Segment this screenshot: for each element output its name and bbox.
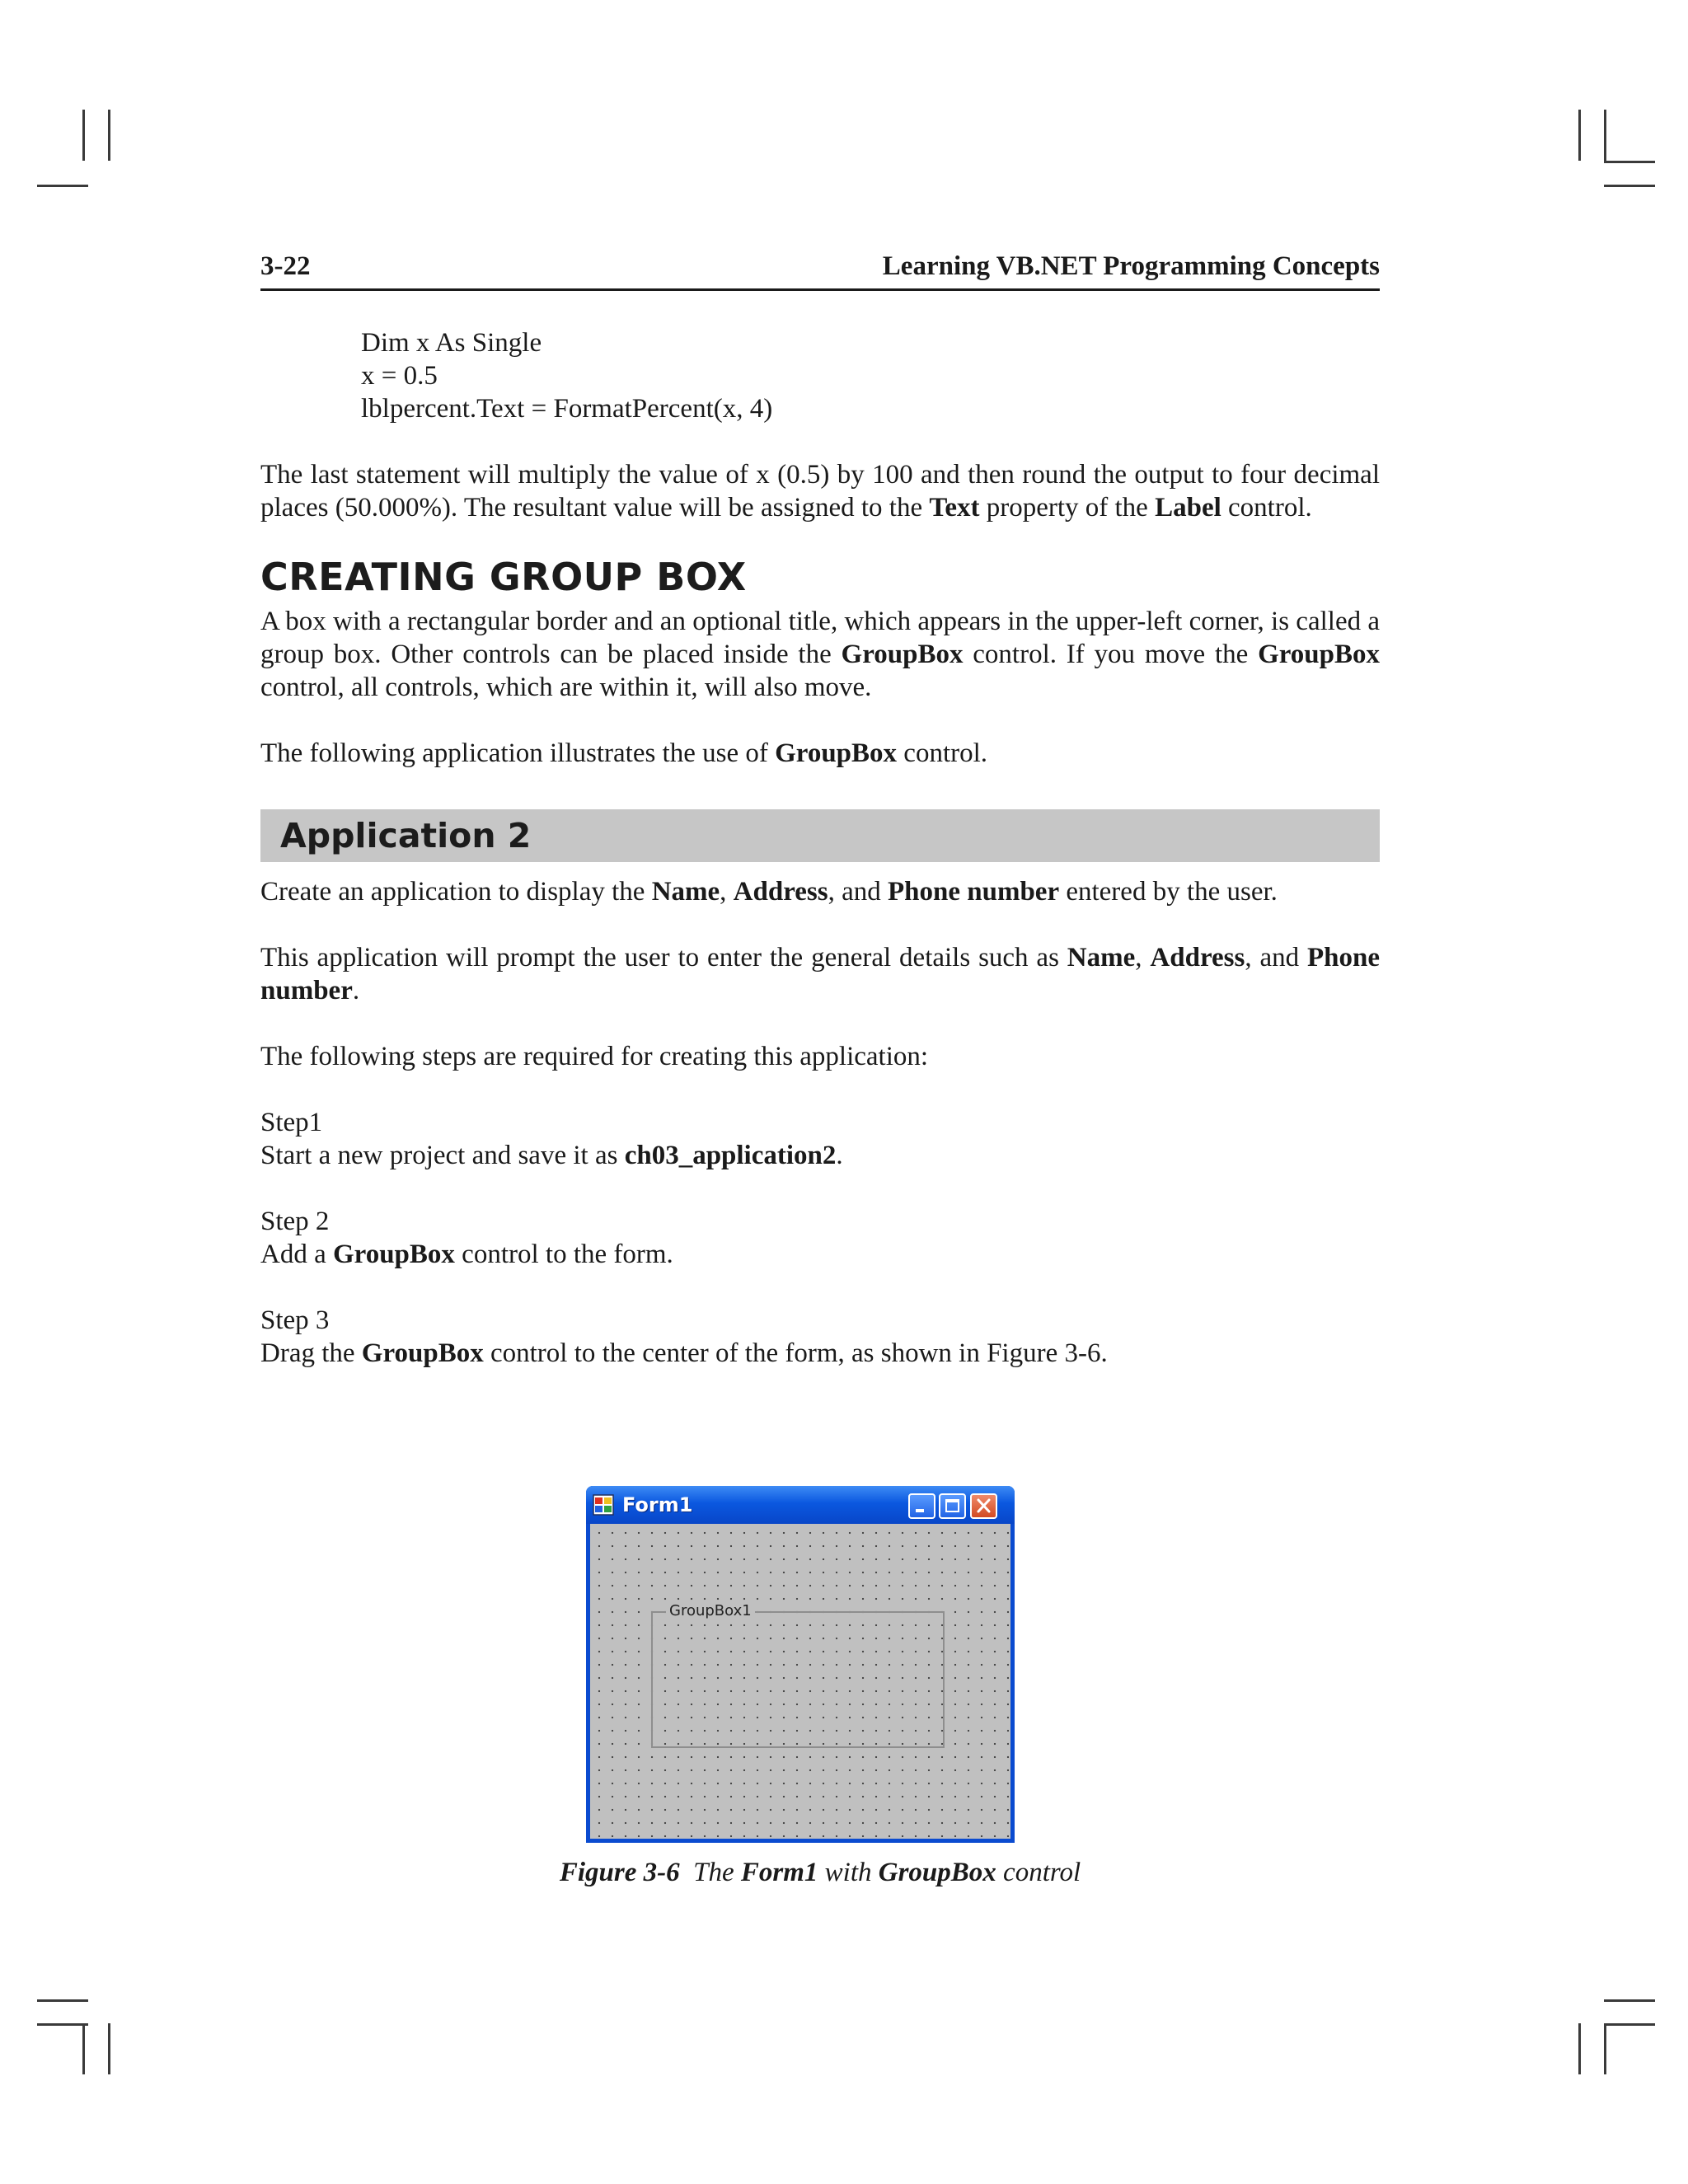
form1-window	[586, 1486, 1015, 1843]
crop-mark	[37, 185, 88, 187]
bold-run: Name	[1067, 943, 1136, 972]
bold-run: GroupBox	[841, 640, 964, 669]
text-run: control	[996, 1858, 1081, 1887]
crop-mark	[37, 2023, 88, 2026]
bold-run: Name	[651, 877, 720, 907]
crop-mark	[82, 110, 85, 161]
code-line: Dim x As Single	[361, 328, 542, 358]
bold-run: GroupBox	[775, 738, 898, 768]
text-run: with	[818, 1858, 879, 1887]
text-run: property of the	[979, 493, 1156, 523]
groupbox-label: GroupBox1	[666, 1601, 755, 1621]
crop-mark	[82, 2023, 85, 2074]
groupbox-control[interactable]	[651, 1602, 945, 1748]
paragraph-formatpercent	[260, 458, 1380, 524]
text-run: ,	[1135, 943, 1151, 972]
step-title: Step 3	[260, 1305, 330, 1335]
text-run: , and	[1245, 943, 1307, 972]
bold-run: Address	[1150, 943, 1245, 972]
figure-caption	[260, 1856, 1380, 1889]
text-run: Start a new project and save it as	[260, 1141, 625, 1170]
text-run: , and	[828, 877, 888, 907]
text-run: control to the form.	[454, 1240, 673, 1269]
crop-mark	[1604, 2023, 1655, 2026]
crop-mark	[1604, 2023, 1606, 2074]
bold-run: ch03_application2	[624, 1141, 837, 1170]
bold-run: Address	[733, 877, 828, 907]
crop-mark	[108, 110, 110, 161]
bold-run: Phone number	[887, 877, 1060, 907]
running-header	[260, 246, 1380, 291]
crop-mark	[108, 2023, 110, 2074]
code-line: lblpercent.Text = FormatPercent(x, 4)	[361, 394, 773, 424]
text-run: entered by the user.	[1059, 877, 1278, 907]
bold-run: GroupBox	[1258, 640, 1380, 669]
crop-mark	[1578, 2023, 1581, 2074]
bold-run: Form1	[740, 1858, 818, 1887]
step-text	[260, 1139, 1380, 1172]
step-text	[260, 1337, 1380, 1370]
close-button[interactable]	[970, 1493, 997, 1519]
bold-run: Text	[929, 493, 980, 523]
text-run: The last statement will multiply the value of x (0.5) by 100 and then round the output to four decimal places (50.000%). The resultant value will be assigned to the	[260, 460, 1380, 523]
window-titlebar[interactable]	[586, 1486, 1015, 1524]
crop-mark	[1604, 185, 1655, 187]
form-client-area[interactable]	[590, 1524, 1010, 1839]
crop-mark	[37, 1999, 88, 2002]
text-run: This application will prompt the user to enter the general details such as	[260, 943, 1067, 972]
paragraph-groupbox-definition	[260, 605, 1380, 704]
step-block	[260, 1205, 1380, 1271]
page-number: 3-22	[260, 251, 311, 281]
text-run: .	[352, 976, 360, 1005]
bold-run: GroupBox	[332, 1240, 455, 1269]
paragraph-create-application	[260, 875, 1380, 908]
minimize-button[interactable]	[908, 1493, 935, 1519]
running-title: Learning VB.NET Programming Concepts	[882, 251, 1380, 281]
crop-mark	[1604, 161, 1655, 163]
text-run: control to the center of the form, as shown in Figure 3-6.	[483, 1338, 1108, 1368]
caption-label: Figure 3-6	[559, 1858, 680, 1887]
form-app-icon	[593, 1494, 614, 1516]
step-title: Step1	[260, 1108, 323, 1137]
step-block	[260, 1106, 1380, 1172]
text-run: control.	[1221, 493, 1312, 523]
minimize-icon	[910, 1495, 934, 1517]
application-heading: Application 2	[260, 809, 1380, 862]
text-run: Create an application to display the	[260, 877, 652, 907]
text-run: A box with a rectangular border and an optional title, which appears in the upper-left corner, is called a group box. Other controls can be placed inside the	[260, 607, 1380, 669]
code-line: x = 0.5	[361, 361, 438, 391]
text-run: The following application illustrates the use of	[260, 738, 776, 768]
crop-mark	[1604, 110, 1606, 161]
crop-mark	[1578, 110, 1581, 161]
text-run: Drag the	[260, 1338, 362, 1368]
step-text	[260, 1238, 1380, 1271]
text-run: ,	[720, 877, 734, 907]
paragraph-illustrates	[260, 737, 1380, 770]
bold-run: GroupBox	[878, 1858, 996, 1887]
close-icon	[972, 1495, 996, 1517]
text-run: control, all controls, which are within it, will also move.	[260, 673, 872, 702]
paragraph-steps-intro: The following steps are required for creating this application:	[260, 1042, 929, 1071]
bold-run: Phone number	[260, 943, 1380, 1005]
page-body	[260, 326, 1380, 1370]
maximize-icon	[940, 1495, 964, 1517]
window-title: Form1	[622, 1493, 693, 1516]
crop-mark	[1604, 1999, 1655, 2002]
text-run: .	[836, 1141, 843, 1170]
bold-run: Label	[1155, 493, 1221, 523]
bold-run: GroupBox	[361, 1338, 484, 1368]
step-title: Step 2	[260, 1207, 330, 1236]
text-run: Add a	[260, 1240, 333, 1269]
text-run: The	[693, 1858, 741, 1887]
text-run: control. If you move the	[963, 640, 1259, 669]
step-block	[260, 1304, 1380, 1370]
text-run: control.	[897, 738, 988, 768]
paragraph-prompt-user	[260, 941, 1380, 1007]
maximize-button[interactable]	[939, 1493, 966, 1519]
figure-form1-screenshot	[586, 1486, 1015, 1843]
section-heading: CREATING GROUP BOX	[260, 555, 747, 599]
code-block	[260, 326, 1380, 425]
